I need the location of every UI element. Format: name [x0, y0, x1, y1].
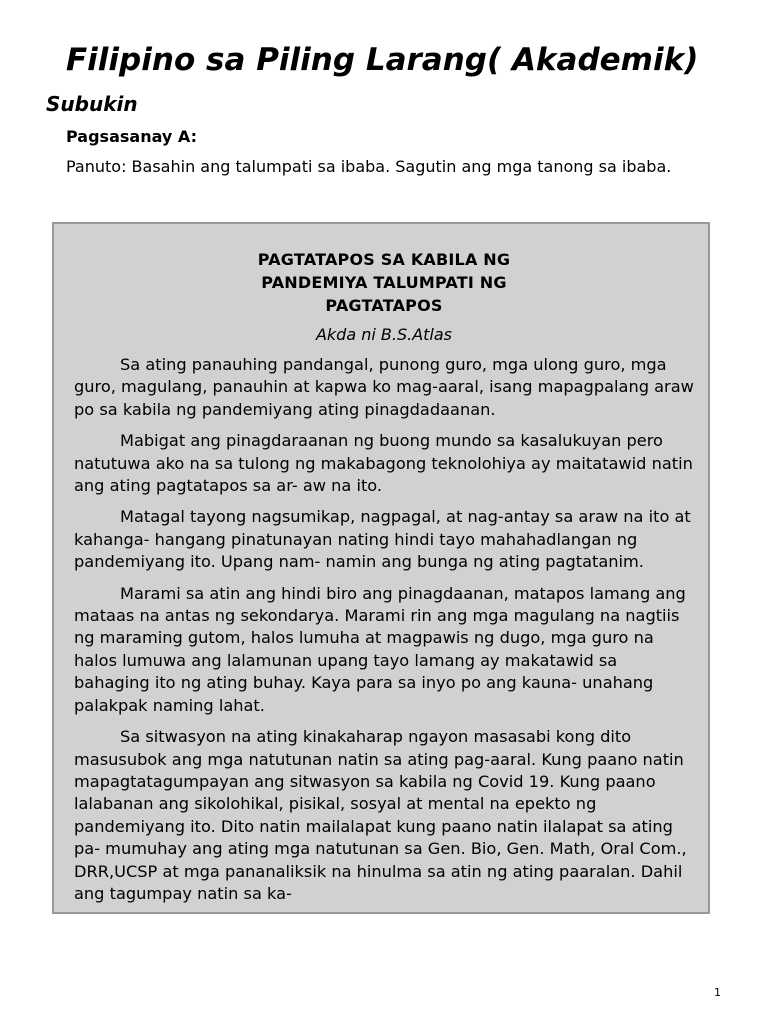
exercise-label: Pagsasanay A: [66, 127, 197, 146]
speech-title: PAGTATAPOS SA KABILA NG PANDEMIYA TALUMPATI NG PAGTATAPOS [257, 250, 511, 315]
speech-paragraph-1: Sa ating panauhing pandangal, punong guro, mga ulong guro, mga guro, magulang, panauhin at kapwa ko mag-aaral, isang mapagpalang araw po sa kabila ng pandemiyang ating pinagdadaanan. [74, 355, 694, 419]
instructions-text: Panuto: Basahin ang talumpati sa ibaba. Sagutin ang mga tanong sa ibaba. [66, 157, 672, 176]
speech-paragraph-5: Sa sitwasyon na ating kinakaharap ngayon masasabi kong dito masusubok ang mga natutunan natin sa ating pag-aaral. Kung paano natin mapagtatagumpayan ang sitwasyon sa kabila ng Covid 19. Kung paano lalabanan ang sikolohikal, pisikal, sosyal at mental na epekto ng pandemiyang ito. Dito natin mailalapat kung paano natin ilalapat sa ating pa- mumuhay ang ating mga natutunan sa Gen. Bio, Gen. Math, Oral Com., DRR,UCSP at mga pananaliksik na hinulma sa atin ng ating paaralan. Dahil ang tagumpay natin sa ka- [74, 727, 687, 903]
speech-content [74, 248, 694, 914]
speech-paragraph-4: Marami sa atin ang hindi biro ang pinagdaanan, matapos lamang ang mataas na antas ng sekondarya. Marami rin ang mga magulang na nagtiis ng maraming gutom, halos lumuha at magpawis ng dugo, mga guro na halos lumuwa ang lalamunan upang tayo lamang ay makatawid sa bahaging ito ng ating buhay. Kaya para sa inyo po ang kauna- unahang palakpak naming lahat. [74, 583, 686, 715]
speech-paragraph-2: Mabigat ang pinagdaraanan ng buong mundo sa kasalukuyan pero natutuwa ako na sa tulong ng makabagong teknolohiya ay maitatawid natin ang ating pagtatapos sa ar- aw na ito. [74, 431, 693, 496]
page-number: 1 [714, 986, 721, 999]
speech-author: Akda ni B.S.Atlas [315, 325, 453, 344]
speech-paragraph-3: Matagal tayong nagsumikap, nagpagal, at nag-antay sa araw na ito at kahanga- hangang pinatunayan nating hindi tayo mahahadlangan ng pandemiyang ito. Upang nam- namin ang bunga ng ating pagtatanim. [74, 507, 691, 572]
document-title: Filipino sa Piling Larang( Akademik) [66, 42, 699, 78]
section-heading: Subukin [46, 92, 138, 116]
